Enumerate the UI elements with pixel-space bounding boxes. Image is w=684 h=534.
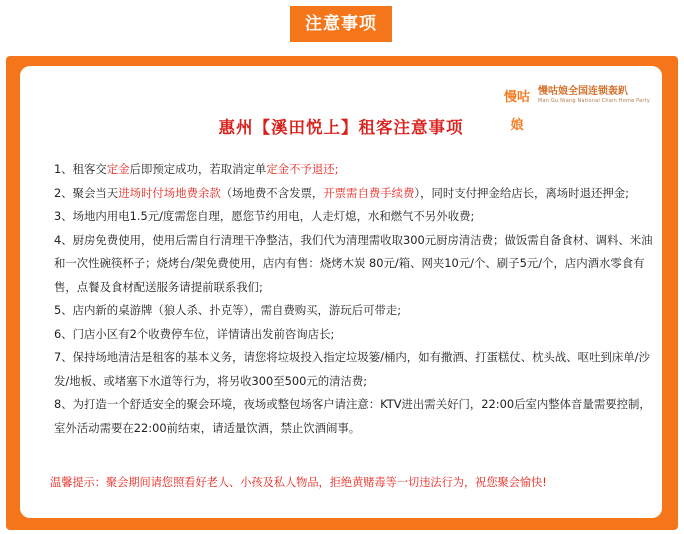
rule-text: 7、保持场地清洁是租客的基本义务，请您将垃圾投入指定垃圾篓/桶内，如有撒酒、打蛋糕仗、枕头战、呕吐到床单/沙发/地板、或堵塞下水道等行为，将另收300至500元的清洁费; bbox=[54, 350, 650, 388]
header bbox=[0, 0, 684, 50]
rule-text: 5、店内新的桌游牌（狼人杀、扑克等），需自费购买，游玩后可带走; bbox=[54, 303, 402, 317]
rule-highlight: 进场时付场地费余款 bbox=[118, 185, 221, 200]
page-title: 惠州【溪田悦上】租客注意事项 bbox=[218, 118, 464, 137]
header-badge: 注意事项 bbox=[290, 6, 392, 42]
rule-item bbox=[54, 205, 654, 229]
warm-tip: 温馨提示：聚会期间请您照看好老人、小孩及私人物品，拒绝黄赌毒等一切违法行为，祝您聚会愉快! bbox=[50, 476, 547, 489]
logo-brand-text: 慢咕娘全国连锁轰趴 bbox=[538, 86, 628, 97]
notice-panel bbox=[6, 56, 678, 530]
rule-text: 4、厨房免费使用，使用后需自行清理干净整洁，我们代为清理需收取300元厨房清洁费；做饭需自备食材、调料、米油和一次性碗筷杯子；烧烤台/架免费使用，店内有售：烧烤木炭 80元/箱、网夹10元/个、刷子5元/个，店内酒水零食有售，点餐及食材配送服务请提前联系我们; bbox=[54, 232, 653, 294]
brand-logo bbox=[500, 80, 650, 133]
rule-text: 后即预定成功，若取消定单 bbox=[129, 162, 267, 176]
rule-highlight: 定金不予退还; bbox=[266, 162, 339, 176]
rule-highlight: 定金 bbox=[106, 162, 130, 176]
logo-subtitle: Man Gu Niang National Chain Home Party bbox=[538, 98, 650, 104]
rules-list bbox=[54, 158, 654, 440]
rule-item bbox=[54, 346, 654, 393]
rule-text: （场地费不含发票， bbox=[220, 185, 324, 200]
rule-text: ），同时支付押金给店长，离场时退还押金; bbox=[414, 185, 629, 200]
rule-item bbox=[54, 182, 654, 206]
notice-card bbox=[20, 66, 662, 518]
rule-text: 2、聚会当天 bbox=[54, 185, 119, 200]
rule-item bbox=[54, 229, 654, 300]
rule-highlight: 开票需自费手续费 bbox=[323, 185, 415, 200]
logo-mark: 慢咕娘 bbox=[503, 90, 530, 133]
rule-text: 1、租客交 bbox=[54, 162, 107, 176]
rule-item bbox=[54, 158, 654, 182]
rule-item bbox=[54, 393, 654, 440]
rule-item bbox=[54, 323, 654, 347]
rule-text: 3、场地内用电1.5元/度需您自理，愿您节约用电，人走灯熄，水和燃气不另外收费; bbox=[54, 209, 475, 223]
rule-text: 6、门店小区有2个收费停车位，详情请出发前咨询店长; bbox=[54, 326, 335, 341]
rule-item bbox=[54, 299, 654, 323]
rule-text: 8、为打造一个舒适安全的聚会环境，夜场或整包场客户请注意：KTV进出需关好门，22:00后室内整体音量需要控制，室外活动需要在22:00前结束，请适量饮酒，禁止饮酒闹事。 bbox=[54, 397, 651, 435]
